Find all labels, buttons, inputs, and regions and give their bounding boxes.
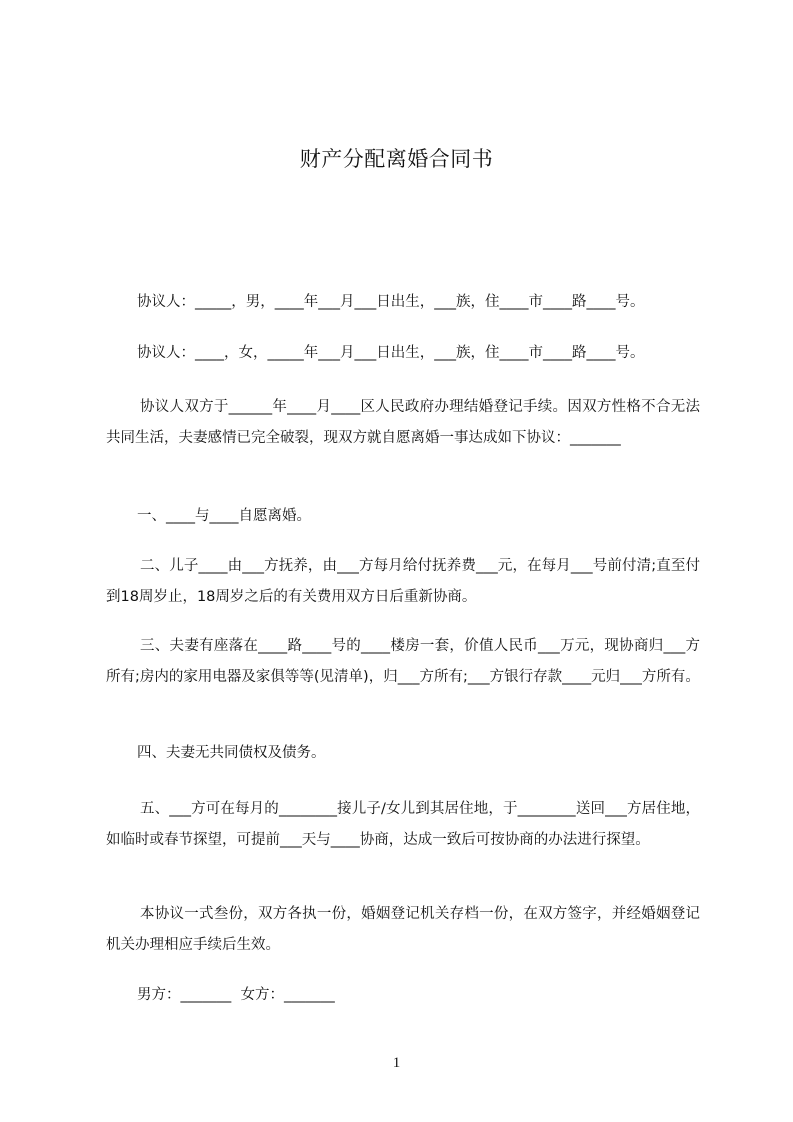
party-two-paragraph: 协议人：____，女，_____年___月___日出生，___族，住____市____路____号。 bbox=[137, 345, 645, 361]
signature-line: 男方：_______ 女方：_______ bbox=[137, 987, 335, 1003]
effectiveness-paragraph: 本协议一式叁份，双方各执一份，婚姻登记机关存档一份，在双方签字，并经婚姻登记机关办理相应手续后生效。 bbox=[106, 906, 700, 953]
clause-three-paragraph: 三、夫妻有座落在____路____号的____楼房一套，价值人民币___万元，现协商归___方所有;房内的家用电器及家俱等等(见清单)，归___方所有;___方银行存款____元归___方所有。 bbox=[106, 638, 700, 685]
preamble-paragraph: 协议人双方于______年____月____区人民政府办理结婚登记手续。因双方性格不合无法共同生活，夫妻感情已完全破裂，现双方就自愿离婚一事达成如下协议：_______ bbox=[106, 399, 700, 446]
clause-five-paragraph: 五、___方可在每月的________接儿子/女儿到其居住地，于________送回___方居住地，如临时或春节探望，可提前___天与____协商，达成一致后可按协商的办法进行探望。 bbox=[106, 801, 700, 848]
clause-four-paragraph: 四、夫妻无共同债权及债务。 bbox=[137, 745, 326, 761]
page-number: 1 bbox=[392, 1055, 401, 1071]
clause-two-paragraph: 二、儿子____由___方抚养，由___方每月给付抚养费___元，在每月___号前付清;直至付到18周岁止，18周岁之后的有关费用双方日后重新协商。 bbox=[106, 558, 700, 605]
document-title: 财产分配离婚合同书 bbox=[299, 147, 494, 171]
party-one-paragraph: 协议人：_____，男，____年___月___日出生，___族，住____市____路____号。 bbox=[137, 294, 645, 310]
clause-one-paragraph: 一、____与____自愿离婚。 bbox=[137, 508, 311, 524]
